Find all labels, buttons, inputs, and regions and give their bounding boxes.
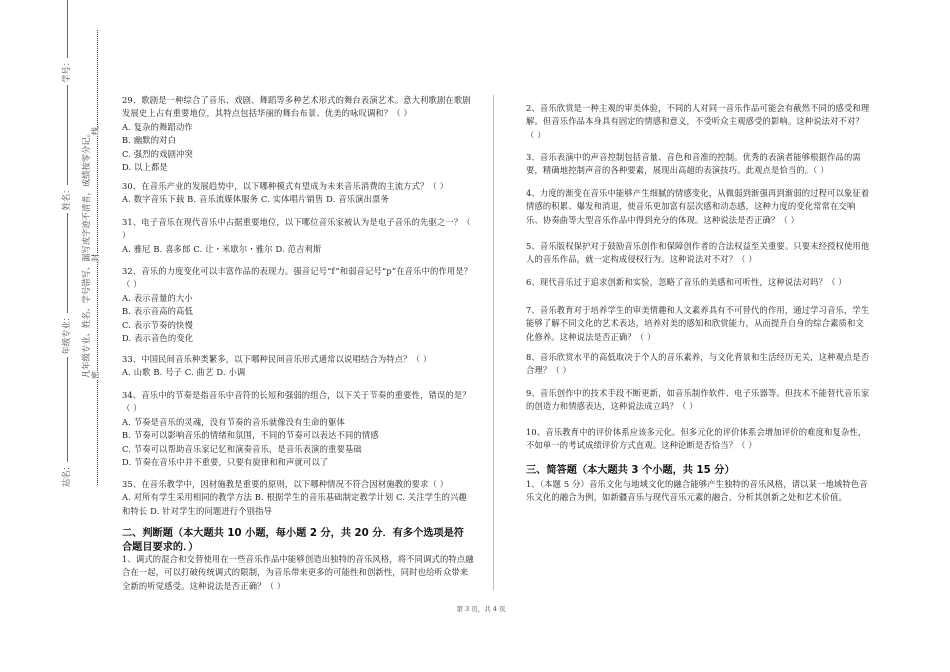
- judgement-5: 5、音乐版权保护对于鼓励音乐创作和保障创作者的合法权益至关重要。只要未经授权使用他人的音乐作品，就一定构成侵权行为。这种说法对不对？（ ）: [526, 241, 870, 265]
- section-heading-short-answer: 三、简答题（本大题共 3 个小题，共 15 分）: [526, 465, 735, 476]
- binding-notice: 凡年级专业、姓名、学号错写、漏写或字迹不清者，成绩按零分记。: [81, 129, 91, 378]
- option: A. 复杂的舞蹈动作: [122, 121, 193, 132]
- option: A. 表示音量的大小: [122, 292, 193, 303]
- section-heading-judgement: 二、判断题（本大题共 10 小题，每小题 2 分，共 20 分．有多个选项是符合题目要求的．）: [122, 528, 464, 553]
- field-name-label: 姓名：: [61, 185, 71, 211]
- question-34: [122, 389, 474, 469]
- question-stem: 31、电子音乐在现代音乐中占据重要地位，以下哪位音乐家被认为是电子音乐的先驱之一？（ ）: [122, 217, 471, 241]
- option: D. 以上都是: [122, 162, 168, 173]
- judgement-6: 6、现代音乐过于追求创新和实验，忽略了音乐的美感和可听性，这种说法对吗？（ ）: [526, 277, 847, 287]
- seal-char-xian: 线: [91, 127, 100, 135]
- judgement-10: 10、音乐教育中的评价体系应该多元化。但多元化的评价体系会增加评价的难度和复杂性，不如单一的考试成绩评价方式直观。这种论断是否恰当？（ ）: [526, 427, 867, 451]
- question-29: [122, 94, 474, 174]
- option: A. 节奏是音乐的灵魂，没有节奏的音乐就像没有生命的躯体: [122, 416, 345, 427]
- question-33: [122, 353, 474, 380]
- judgement-7: 7、音乐教育对于培养学生的审美情趣和人文素养具有不可替代的作用，通过学习音乐，学生能够了解不同文化的艺术表达，培养对美的感知和欣赏能力，从而提升自身的综合素质和文化修养。这种说法是否正确？（ ）: [526, 305, 870, 342]
- option: A. 山歌 B. 号子 C. 曲艺 D. 小调: [122, 367, 246, 378]
- option: A. 对所有学生采用相同的教学方法 B. 根据学生的音乐基础制定教学计划 C. 关注学生的兴趣和特长 D. 针对学生的问题进行个别指导: [122, 492, 467, 516]
- question-32: [122, 265, 474, 345]
- question-stem: 33、中国民间音乐种类繁多，以下哪种民间音乐形式通常以说唱结合为特点？（ ）: [122, 354, 432, 364]
- option: D. 节奏在音乐中并不重要，只要有旋律和和声就可以了: [122, 457, 329, 468]
- question-stem: 34、音乐中的节奏是指音乐中音符的长短和强弱的组合，以下关于节奏的重要性，错误的是？（ ）: [122, 390, 471, 414]
- option: C. 强烈的戏剧冲突: [122, 148, 193, 159]
- column-divider: [493, 95, 494, 590]
- option: A. 雅尼 B. 喜多郎 C. 让・米歇尔・雅尔 D. 范吉利斯: [122, 243, 322, 254]
- judgement-9: 9、音乐创作中的技术手段不断更新，如音乐制作软件、电子乐器等。但技术不能替代音乐家的创造力和情感表达，这种说法成立吗？（ ）: [526, 388, 870, 412]
- judgement-1: 1、调式的混合和交替使用在一些音乐作品中能够创造出独特的音乐风格，将不同调式的特点融合在一起，可以打破传统调式的限制，为音乐带来更多的可能性和创新性，同时也给听众带来全新的听觉感受。这种说法是否正确？（ ）: [122, 554, 474, 591]
- seal-char-mi: 密: [91, 371, 100, 379]
- field-station-label: 站名：: [61, 462, 71, 487]
- option: A. 数字音乐下载 B. 音乐流媒体服务 C. 实体唱片销售 D. 音乐演出票务: [122, 194, 389, 205]
- short-answer-1: 1、（本题 5 分）音乐文化与地域文化的融合能够产生独特的音乐风格，请以某一地域特色音乐文化的融合为例，如新疆音乐与现代音乐元素的融合，分析其创新之处和艺术价值。: [526, 479, 868, 503]
- field-grade-major-label: 年级专业：: [61, 312, 71, 355]
- field-student-id-blank[interactable]: [66, 0, 68, 58]
- field-grade-major-blank[interactable]: [66, 213, 68, 313]
- judgement-2: 2、音乐欣赏是一种主观的审美体验，不同的人对同一音乐作品可能会有截然不同的感受和理解。但音乐作品本身具有固定的情感和意义，不受听众主观感受的影响。这种说法对不对？（ ）: [526, 103, 870, 140]
- question-stem: 30、在音乐产业的发展趋势中，以下哪种模式有望成为未来音乐消费的主流方式？（ ）: [122, 181, 449, 191]
- student-info-fields: [60, 0, 72, 487]
- option: C. 节奏可以帮助音乐家记忆和演奏音乐，是音乐表演的重要基础: [122, 443, 362, 454]
- question-30: [122, 180, 474, 207]
- option: D. 表示音色的变化: [122, 333, 194, 344]
- field-student-id-label: 学号：: [61, 57, 71, 83]
- question-31: [122, 216, 474, 256]
- option: B. 节奏可以影响音乐的情绪和氛围，不同的节奏可以表达不同的情感: [122, 430, 379, 441]
- option: B. 表示音高的高低: [122, 306, 193, 317]
- judgement-3: 3、音乐表演中的声音控制包括音量、音色和音准的控制。优秀的表演者能够根据作品的需要，精确地控制声音的各种要素，展现出高超的表演技巧。此观点是恰当的。（ ）: [526, 152, 861, 176]
- question-stem: 32、音乐的力度变化可以丰富作品的表现力。强音记号“f”和弱音记号“p”在音乐中的作用是？（ ）: [122, 266, 473, 290]
- question-stem: 29、歌剧是一种综合了音乐、戏剧、舞蹈等多种艺术形式的舞台表演艺术。意大利歌剧在歌剧发展史上占有重要地位，其特点包括华丽的舞台布景、优美的咏叹调和？（ ）: [122, 95, 471, 119]
- question-stem: 35、在音乐教学中，因材施教是重要的原则，以下哪种情况不符合因材施教的要求（ ）: [122, 479, 449, 489]
- question-35: [122, 478, 474, 518]
- field-station-blank[interactable]: [66, 357, 68, 462]
- judgement-8: 8、音乐欣赏水平的高低取决于个人的音乐素养，与文化背景和生活经历无关，这种观点是否合理？（ ）: [526, 352, 870, 376]
- page-number: 第 3 页，共 4 页: [456, 605, 506, 613]
- judgement-4: 4、力度的渐变在音乐中能够产生细腻的情感变化，从微弱到渐强再到渐弱的过程可以象征着情感的积累、爆发和消退，使音乐更加富有层次感和动态感，这种力度的变化常常在交响乐、协奏曲等大型音乐作品中得到充分的体现。这种说法是否正确？（ ）: [526, 188, 870, 225]
- option: C. 表示节奏的快慢: [122, 319, 193, 330]
- option: B. 幽默的对白: [122, 135, 177, 146]
- seal-char-feng: 封: [91, 254, 100, 262]
- field-name-blank[interactable]: [66, 85, 68, 185]
